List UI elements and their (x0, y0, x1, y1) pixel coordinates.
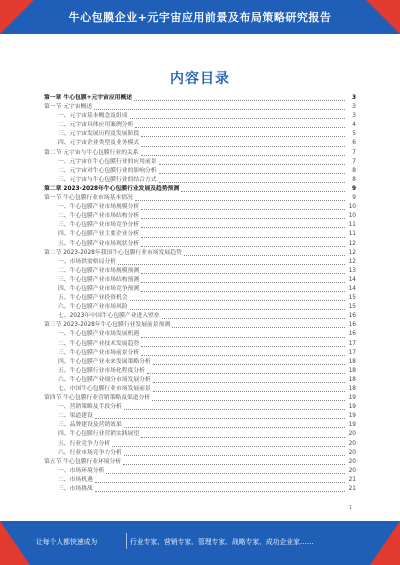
toc-entry[interactable] (44, 303, 356, 312)
toc-dot-leader (95, 491, 345, 492)
toc-dot-leader (118, 264, 345, 265)
toc-entry[interactable] (44, 476, 356, 485)
toc-dot-leader (130, 300, 345, 301)
toc-entry-label: 第三节 2023-2028年牛心包膜行业发展前景预测 (44, 322, 171, 329)
footer-roles: 行业专家、营销专家、管理专家、战略专家、成功企业家…… (130, 538, 314, 546)
toc-entry-label: 第一节 元宇宙概述 (44, 104, 93, 111)
toc-entry-label: 五、牛心包膜产业投资机会 (58, 295, 128, 302)
toc-entry-page: 11 (348, 231, 356, 238)
toc-entry[interactable] (44, 221, 356, 230)
toc-entry[interactable] (44, 249, 356, 258)
toc-entry-page: 20 (348, 458, 356, 465)
toc-dot-leader (123, 464, 345, 465)
toc-entry-page: 10 (348, 204, 356, 211)
toc-entry-page: 18 (348, 367, 356, 374)
toc-entry-label: 四、牛心包膜产业市场竞争预测 (58, 285, 140, 292)
toc-entry[interactable] (44, 103, 356, 112)
toc-entry[interactable] (44, 294, 356, 303)
toc-entry[interactable] (44, 458, 356, 467)
toc-dot-leader (141, 218, 345, 219)
toc-entry[interactable] (44, 112, 356, 121)
toc-entry[interactable] (44, 485, 356, 494)
toc-entry-label: 一、市场环境分析 (58, 467, 105, 474)
toc-entry-label: 一、元宇宙在牛心包膜行业的应用前景 (58, 158, 157, 165)
toc-entry[interactable] (44, 430, 356, 439)
toc-entry-page: 19 (348, 404, 356, 411)
toc-entry[interactable] (44, 385, 356, 394)
toc-entry-label: 三、牛心包膜产业市场结构预测 (58, 276, 140, 283)
toc-entry-page: 5 (352, 131, 356, 138)
toc-dot-leader (153, 382, 345, 383)
toc-entry-label: 一、元宇宙基本概念及组成 (58, 113, 128, 120)
toc-dot-leader (141, 273, 345, 274)
toc-entry[interactable] (44, 412, 356, 421)
toc-entry-label: 三、品牌建设及营销效果 (58, 422, 122, 429)
toc-entry-label: 三、市场挑战 (58, 486, 93, 493)
toc-entry-page: 16 (348, 322, 356, 329)
toc-entry-page: 9 (352, 195, 356, 202)
toc-entry-page: 8 (352, 167, 356, 174)
toc-dot-leader (184, 255, 345, 256)
toc-entry-page: 15 (348, 304, 356, 311)
toc-entry-label: 二、元宇宙对牛心包膜行业的影响分析 (58, 167, 157, 174)
toc-entry[interactable] (44, 230, 356, 239)
toc-dot-leader (141, 355, 345, 356)
toc-entry-page: 19 (348, 422, 356, 429)
toc-dot-leader (141, 136, 345, 137)
toc-dot-leader (124, 455, 345, 456)
toc-entry-label: 第四节 牛心包膜行业营销策略及渠道分析 (44, 395, 151, 402)
toc-dot-leader (153, 391, 345, 392)
toc-entry-label: 三、牛心包膜产业市场前景分析 (58, 349, 140, 356)
report-title: 牛心包膜企业+元宇宙应用前景及布局策略研究报告 (68, 11, 332, 24)
toc-dot-leader (141, 282, 345, 283)
toc-entry-label: 第一章 牛心包膜+元宇宙应用概述 (44, 95, 133, 101)
toc-entry[interactable] (44, 403, 356, 412)
toc-entry[interactable] (44, 349, 356, 358)
toc-entry-label: 一、牛心包膜产业市场规模分析 (58, 204, 140, 211)
toc-entry-label: 五、牛心包膜产业市场现状分析 (58, 240, 140, 247)
header-banner (0, 0, 400, 34)
toc-entry-label: 二、渠道建设 (58, 413, 93, 420)
toc-entry[interactable] (44, 376, 356, 385)
toc-entry[interactable] (44, 340, 356, 349)
toc-entry-page: 7 (352, 149, 356, 156)
toc-entry-page: 12 (348, 249, 356, 256)
toc-entry[interactable] (44, 358, 356, 367)
toc-entry-label: 四、牛心包膜产业未来发展策略分析 (58, 358, 151, 365)
toc-entry-page: 12 (348, 258, 356, 265)
toc-dot-leader (147, 373, 345, 374)
toc-entry-page: 13 (348, 267, 356, 274)
toc-entry-page: 18 (348, 386, 356, 392)
page-number: 1 (348, 505, 352, 511)
toc-entry-page: 9 (351, 185, 356, 192)
toc-entry-page: 14 (348, 285, 356, 292)
toc-entry-page: 18 (348, 358, 356, 365)
toc-entry[interactable] (44, 258, 356, 267)
toc-dot-leader (141, 246, 345, 247)
toc-entry-label: 二、市场机遇 (58, 476, 93, 483)
toc-dot-leader (141, 146, 345, 147)
toc-entry-page: 16 (348, 331, 356, 338)
footer-right-accent (370, 521, 400, 565)
toc-entry[interactable] (44, 149, 356, 158)
toc-dot-leader (152, 400, 345, 401)
toc-entry-page: 18 (348, 376, 356, 383)
toc-entry-label: 第二章 2023-2028年牛心包膜行业发展及趋势预测 (44, 185, 180, 192)
toc-entry[interactable] (44, 185, 356, 194)
toc-entry-label: 一、营销策略及手段分析 (58, 404, 122, 411)
footer-slogan: 让每个人都快速成为 (36, 538, 98, 546)
toc-entry-page: 8 (352, 176, 356, 183)
toc-dot-leader (134, 100, 345, 101)
toc-dot-leader (95, 418, 345, 419)
toc-entry-page: 17 (348, 349, 356, 356)
toc-dot-leader (159, 173, 345, 174)
toc-entry[interactable] (44, 467, 356, 476)
toc-entry-label: 二、牛心包膜产业市场规模预测 (58, 267, 140, 274)
footer-banner (0, 521, 400, 565)
toc-entry-page: 20 (348, 449, 356, 456)
toc-entry[interactable] (44, 94, 356, 103)
toc-entry-label: 四、牛心包膜行业营销实践展望 (58, 431, 140, 438)
toc-entry[interactable] (44, 139, 356, 148)
footer-left-accent (0, 521, 30, 565)
toc-entry-label: 第二节 元宇宙与牛心包膜行业的关系 (44, 149, 139, 156)
toc-entry-label: 四、牛心包膜产业主要企业分析 (58, 231, 140, 238)
toc-entry-page: 3 (352, 113, 356, 120)
toc-entry[interactable] (44, 240, 356, 249)
toc-entry[interactable] (44, 267, 356, 276)
toc-entry-label: 二、牛心包膜产业市场结构分析 (58, 213, 140, 220)
toc-entry[interactable] (44, 394, 356, 403)
toc-entry-page: 21 (348, 476, 356, 483)
toc-entry[interactable] (44, 367, 356, 376)
toc-dot-leader (141, 209, 345, 210)
toc-entry-page: 20 (348, 440, 356, 447)
toc-entry-page: 16 (348, 313, 356, 320)
toc-entry[interactable] (44, 440, 356, 449)
toc-entry-label: 六、牛心包膜产业市场风险 (58, 304, 128, 311)
toc-dot-leader (130, 309, 345, 310)
toc-entry[interactable] (44, 212, 356, 221)
toc-dot-leader (162, 318, 345, 319)
toc-entry-label: 第二节 2023-2028年我国牛心包膜行业市场发展趋势 (44, 249, 182, 256)
footer-divider (126, 533, 127, 549)
toc-dot-leader (124, 409, 345, 410)
toc-dot-leader (181, 191, 345, 192)
toc-entry-page: 3 (351, 95, 356, 101)
toc-heading: 内容目录 (170, 71, 230, 87)
toc-entry[interactable] (44, 321, 356, 330)
toc-dot-leader (141, 346, 345, 347)
toc-entry[interactable] (44, 330, 356, 339)
toc-dot-leader (159, 182, 345, 183)
toc-dot-leader (141, 237, 345, 238)
toc-dot-leader (153, 364, 345, 365)
toc-entry-page: 10 (348, 213, 356, 220)
toc-entry[interactable] (44, 449, 356, 458)
toc-dot-leader (106, 473, 345, 474)
toc-entry-label: 二、牛心包膜产业技术发展趋势 (58, 340, 140, 347)
toc-entry[interactable] (44, 421, 356, 430)
toc-entry[interactable] (44, 194, 356, 203)
toc-entry-page: 14 (348, 276, 356, 283)
toc-dot-leader (141, 291, 345, 292)
toc-dot-leader (112, 446, 345, 447)
toc-entry-page: 19 (348, 413, 356, 420)
toc-entry[interactable] (44, 176, 356, 185)
table-of-contents (44, 94, 356, 494)
toc-entry-label: 一、市场供需格局分析 (58, 258, 116, 265)
toc-dot-leader (141, 437, 345, 438)
toc-entry-label: 六、行业市场竞争力分析 (58, 449, 122, 456)
toc-dot-leader (141, 337, 345, 338)
toc-entry-label: 二、元宇宙具体应用案例分析 (58, 122, 134, 129)
toc-entry-label: 四、元宇宙企业类型及业务模式 (58, 140, 140, 147)
toc-dot-leader (95, 482, 345, 483)
toc-entry-page: 3 (352, 104, 356, 111)
toc-entry-label: 三、牛心包膜产业市场竞争分析 (58, 222, 140, 229)
toc-dot-leader (135, 200, 345, 201)
toc-entry[interactable] (44, 121, 356, 130)
toc-dot-leader (135, 127, 345, 128)
toc-dot-leader (141, 155, 345, 156)
toc-entry-page: 6 (352, 140, 356, 147)
toc-dot-leader (130, 118, 345, 119)
toc-dot-leader (141, 227, 345, 228)
toc-entry-label: 七、2023年中国牛心包膜产业进入壁垒 (58, 313, 160, 320)
toc-entry-page: 17 (348, 340, 356, 347)
toc-entry-page: 11 (348, 222, 356, 229)
toc-entry-label: 七、中国牛心包膜行业市场发展前景 (58, 386, 151, 392)
toc-entry[interactable] (44, 203, 356, 212)
toc-entry-page: 15 (348, 295, 356, 302)
toc-dot-leader (159, 164, 345, 165)
toc-entry-label: 六、牛心包膜产业细分市场发展分析 (58, 376, 151, 383)
toc-entry-label: 三、元宇宙与牛心包膜行业的结合方式 (58, 176, 157, 183)
toc-entry-label: 第一节 牛心包膜行业市场基本情况 (44, 195, 133, 202)
toc-entry-label: 三、元宇宙发展历程及发展阶段 (58, 131, 140, 138)
toc-entry-page: 12 (348, 240, 356, 247)
toc-dot-leader (94, 109, 345, 110)
toc-entry[interactable] (44, 312, 356, 321)
toc-entry-label: 一、牛心包膜产业市场发展机遇 (58, 331, 140, 338)
toc-dot-leader (124, 427, 345, 428)
toc-entry[interactable] (44, 130, 356, 139)
toc-dot-leader (172, 327, 345, 328)
toc-entry-page: 4 (352, 122, 356, 129)
toc-entry-page: 20 (348, 431, 356, 438)
toc-entry[interactable] (44, 158, 356, 167)
toc-entry[interactable] (44, 285, 356, 294)
toc-entry-label: 五、行业竞争力分析 (58, 440, 111, 447)
toc-entry-page: 7 (352, 158, 356, 165)
toc-entry[interactable] (44, 276, 356, 285)
toc-entry-page: 19 (348, 395, 356, 402)
toc-entry-page: 20 (348, 467, 356, 474)
toc-entry[interactable] (44, 167, 356, 176)
toc-entry-page: 21 (348, 486, 356, 493)
toc-entry-label: 五、牛心包膜行业市场化程度分析 (58, 367, 145, 374)
toc-entry-label: 第五节 牛心包膜行业环境分析 (44, 458, 122, 465)
